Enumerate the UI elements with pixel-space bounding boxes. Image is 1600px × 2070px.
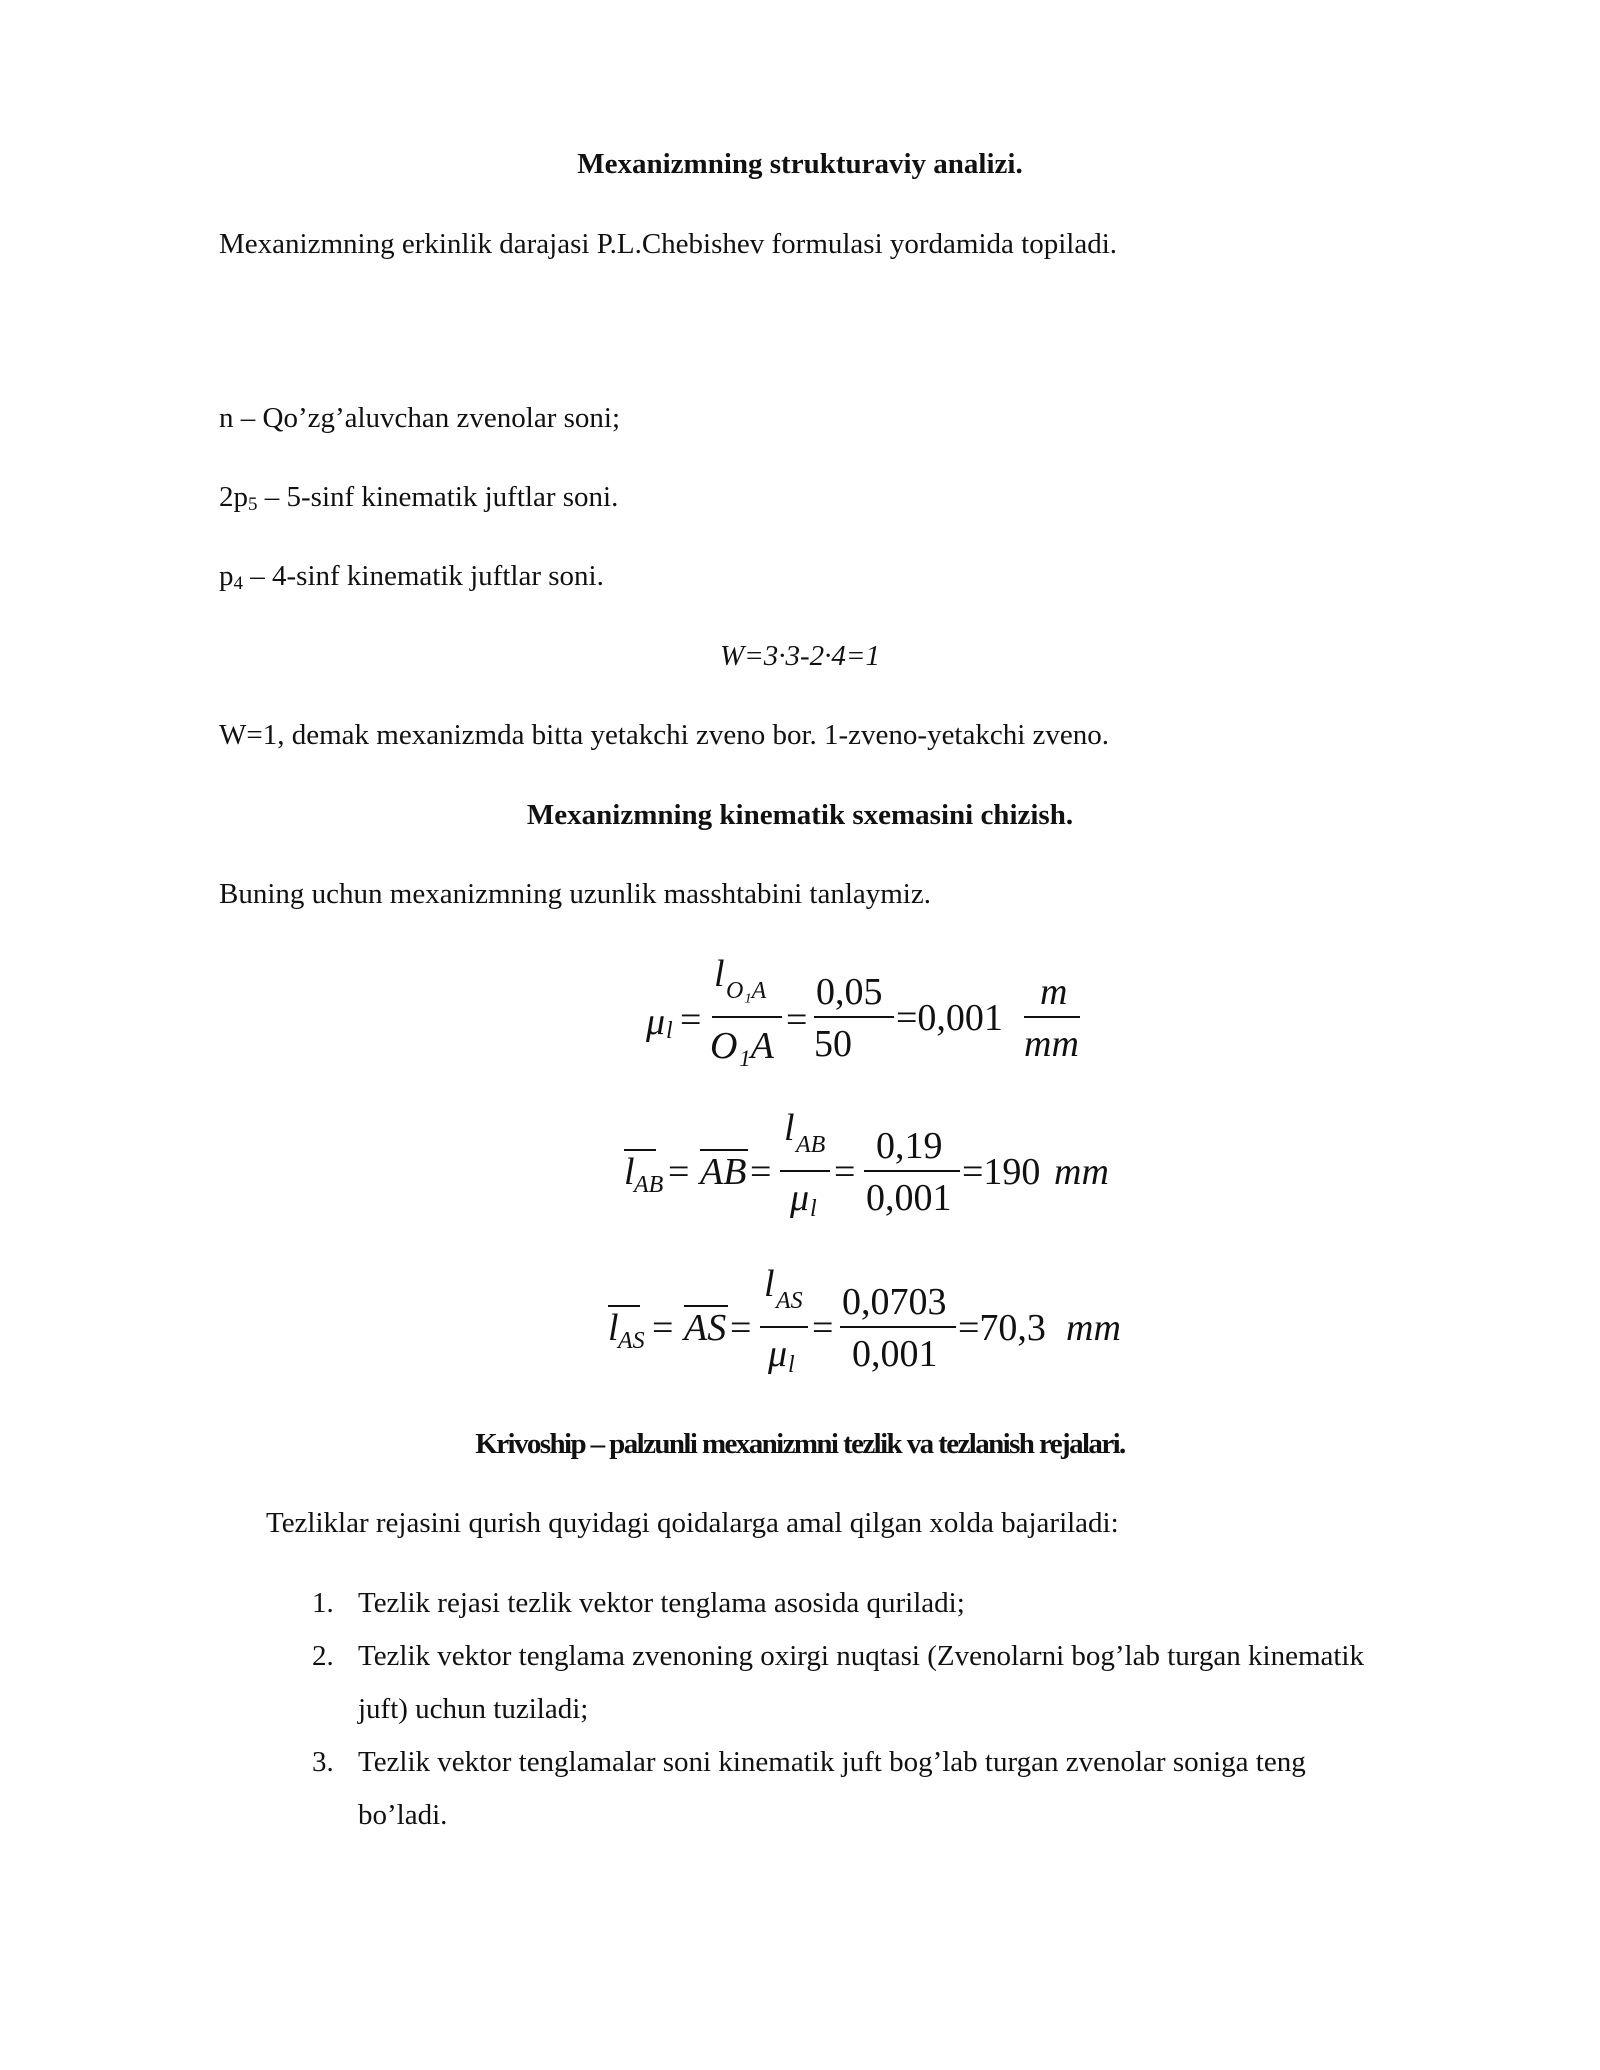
equals-sign: = [834,1151,856,1193]
formula-result: =190 [962,1151,1041,1193]
fraction-numerator-subscript: O₁A [726,978,767,1004]
formula-l-symbol: l [624,1151,635,1193]
fraction-bar [814,1016,894,1018]
formula-unit: mm [1054,1151,1109,1193]
scale-intro-paragraph: Buning uchun mexanizmning uzunlik masshtabini tanlaymiz. [219,878,931,910]
fraction-denominator-subscript: l [810,1196,817,1222]
equals-sign: = [668,1151,690,1193]
fraction-numerator-subscript: AB [796,1132,826,1158]
formula-result: =70,3 [958,1307,1046,1349]
definition-symbol: n [219,402,234,434]
definition-p5 [219,479,618,515]
fraction-bar [1024,1016,1080,1018]
fraction-bar [780,1170,830,1172]
fraction-denominator: O₁A [710,1025,774,1067]
fraction-bar [840,1326,956,1328]
equals-sign: = [750,1151,772,1193]
section-heading-velocity-plans: Krivoship – palzunli mexanizmni tezlik va tezlanish rejalari. [475,1428,1125,1460]
list-item-text-continued: bo’ladi. [358,1799,448,1831]
list-item-text: Tezlik vektor tenglamalar soni kinematik juft bog’lab turgan zvenolar soniga teng [358,1746,1306,1778]
formula-result: =0,001 [896,997,1003,1039]
dof-formula: W=3·3-2·4=1 [720,640,880,672]
fraction-numerator: 0,19 [876,1125,943,1167]
definition-subscript: 5 [248,494,258,515]
segment-as: AS [684,1307,727,1349]
fraction-numerator: l [784,1107,795,1149]
fraction-bar [864,1170,960,1172]
definition-text: – Qo’zg’aluvchan zvenolar soni; [233,402,621,434]
definition-n [219,400,620,436]
formula-l-subscript: AS [618,1328,645,1354]
fraction-numerator: 0,0703 [842,1281,947,1323]
fraction-denominator: 0,001 [866,1177,952,1219]
list-item-number: 2. [312,1640,334,1672]
definition-subscript: 4 [233,573,243,594]
formula-l-symbol: l [608,1307,619,1349]
equals-sign: = [812,1307,834,1349]
list-item-text: Tezlik vektor tenglama zvenoning oxirgi nuqtasi (Zvenolarni bog’lab turgan kinematik [358,1640,1364,1672]
equals-sign: = [786,999,808,1041]
fraction-numerator-subscript: AS [776,1288,803,1314]
rules-intro-paragraph: Tezliklar rejasini qurish quyidagi qoidalarga amal qilgan xolda bajariladi: [266,1507,1119,1539]
equals-sign: = [652,1307,674,1349]
formula-mu-subscript: l [666,1018,673,1044]
fraction-numerator: 0,05 [816,971,883,1013]
unit-denominator: mm [1024,1023,1079,1065]
intro-paragraph: Mexanizmning erkinlik darajasi P.L.Chebishev formulasi yordamida topiladi. [219,228,1118,260]
fraction-bar [712,1016,782,1018]
fraction-denominator-subscript: l [788,1352,795,1378]
equals-sign: = [730,1307,752,1349]
fraction-denominator: 0,001 [852,1333,938,1375]
definition-symbol: 2p [219,481,248,513]
unit-numerator: m [1040,971,1068,1013]
section-heading-structural: Mexanizmning strukturaviy analizi. [577,148,1023,180]
fraction-numerator: l [764,1263,775,1305]
formula-unit: mm [1066,1307,1121,1349]
fraction-numerator: l [714,953,725,995]
definition-symbol: p [219,560,234,592]
list-item-text: Tezlik rejasi tezlik vektor tenglama asosida quriladi; [358,1587,965,1619]
list-item-text-continued: juft) uchun tuziladi; [358,1693,589,1725]
fraction-denominator: μ [768,1333,788,1375]
definition-p4 [219,558,604,594]
fraction-denominator: 50 [814,1023,852,1065]
fraction-bar [760,1326,808,1328]
dof-result: W=1, demak mexanizmda bitta yetakchi zveno bor. 1-zveno-yetakchi zveno. [219,719,1110,751]
definition-text: – 4-sinf kinematik juftlar soni. [243,560,604,592]
formula-l-subscript: AB [634,1172,664,1198]
segment-ab: AB [700,1151,747,1193]
list-item-number: 1. [312,1587,334,1619]
equals-sign: = [680,999,702,1041]
list-item-number: 3. [312,1746,334,1778]
section-heading-kinematic-scheme: Mexanizmning kinematik sxemasini chizish. [526,799,1074,831]
definition-text: – 5-sinf kinematik juftlar soni. [257,481,619,513]
formula-mu-symbol: μ [646,1001,666,1043]
fraction-denominator: μ [790,1177,810,1219]
